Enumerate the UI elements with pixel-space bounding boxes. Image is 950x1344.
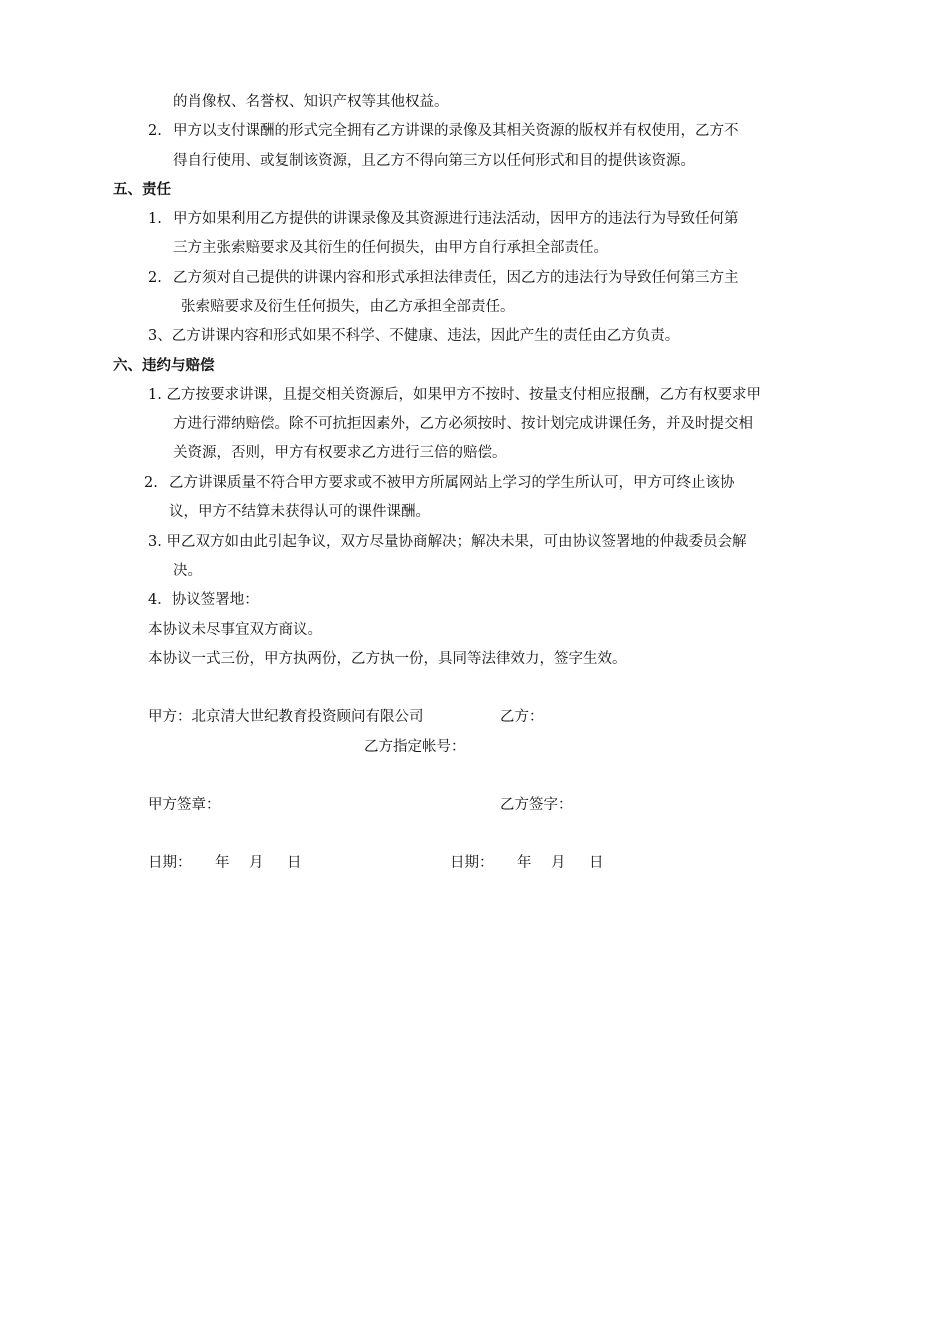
s5-item2-num: 2. — [148, 270, 162, 286]
date-a-year: 年 — [215, 855, 230, 871]
s5-item3: 3、乙方讲课内容和形式如果不科学、不健康、违法，因此产生的责任由乙方负责。 — [148, 328, 680, 344]
s4-item2-line2: 得自行使用、或复制该资源，且乙方不得向第三方以任何形式和目的提供该资源。 — [173, 153, 695, 169]
s4-item2-line1: 甲方以支付课酬的形式完全拥有乙方讲课的录像及其相关资源的版权并有权使用，乙方不 — [173, 123, 739, 139]
date-b-label: 日期： — [450, 855, 494, 871]
s6-item2-line1: 乙方讲课质量不符合甲方要求或不被甲方所属网站上学习的学生所认可，甲方可终止该协 — [169, 475, 735, 491]
s5-item2-line2: 张索赔要求及衍生任何损失，由乙方承担全部责任。 — [181, 299, 515, 315]
s6-item3-line1: 3. 甲乙双方如由此引起争议，双方尽量协商解决；解决未果，可由协议签署地的仲裁委员会解 — [148, 534, 747, 550]
s6-item4: 4．协议签署地： — [148, 592, 259, 608]
s6-item1-line3: 关资源，否则，甲方有权要求乙方进行三倍的赔偿。 — [173, 445, 507, 461]
date-a-label: 日期： — [148, 855, 192, 871]
date-a-month: 月 — [249, 855, 264, 871]
s4-item2-num: 2. — [148, 123, 162, 139]
section5-heading: 五、责任 — [113, 181, 171, 198]
date-a-day: 日 — [287, 855, 302, 871]
section6-heading: 六、违约与赔偿 — [113, 357, 215, 374]
party-b-label: 乙方： — [500, 709, 544, 725]
s6-item2-num: 2. — [144, 475, 158, 491]
s5-item1-num: 1. — [148, 211, 162, 227]
s5-item2-line1: 乙方须对自己提供的讲课内容和形式承担法律责任，因乙方的违法行为导致任何第三方主 — [173, 270, 739, 286]
s5-item1-line1: 甲方如果利用乙方提供的讲课录像及其资源进行违法活动，因甲方的违法行为导致任何第 — [173, 211, 739, 227]
party-b-account: 乙方指定帐号： — [364, 739, 466, 755]
s5-item1-line2: 三方主张索赔要求及其衍生的任何损失，由甲方自行承担全部责任。 — [173, 240, 608, 256]
s6-item1-line2: 方进行滞纳赔偿。除不可抗拒因素外，乙方必须按时、按计划完成讲课任务，并及时提交相 — [173, 416, 753, 432]
party-a-name: 甲方：北京清大世纪教育投资顾问有限公司 — [148, 709, 424, 725]
date-b-month: 月 — [551, 855, 566, 871]
party-b-sign: 乙方签字： — [500, 797, 573, 813]
s6-item1-line1: 1. 乙方按要求讲课，且提交相关资源后，如果甲方不按时、按量支付相应报酬，乙方有权要求甲 — [148, 387, 761, 403]
date-b-year: 年 — [517, 855, 532, 871]
s6-item3-line2: 决。 — [173, 563, 202, 579]
party-a-seal: 甲方签章： — [148, 797, 221, 813]
s4-item1-cont: 的肖像权、名誉权、知识产权等其他权益。 — [173, 94, 449, 110]
s6-item2-line2: 议，甲方不结算未获得认可的课件课酬。 — [169, 504, 430, 520]
date-b-day: 日 — [589, 855, 604, 871]
s6-note1: 本协议未尽事宜双方商议。 — [148, 622, 322, 638]
s6-note2: 本协议一式三份，甲方执两份，乙方执一份，具同等法律效力，签字生效。 — [148, 651, 627, 667]
